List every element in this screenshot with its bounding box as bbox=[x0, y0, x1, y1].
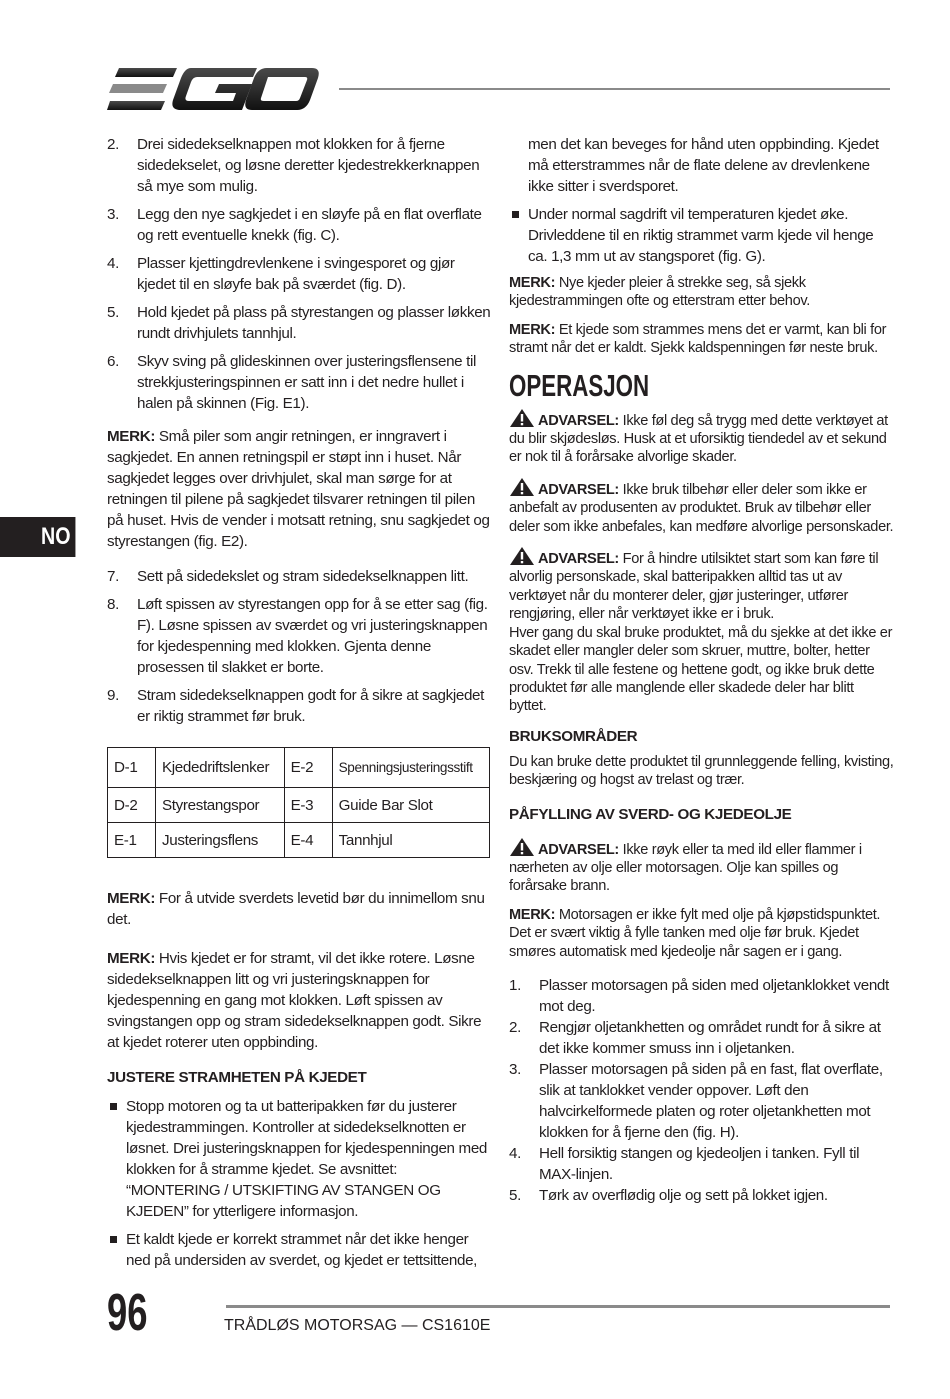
warning-triangle-icon bbox=[509, 837, 535, 857]
section-title-operation: OPERASJON bbox=[509, 367, 650, 403]
warning-triangle-icon bbox=[509, 477, 535, 497]
warning-accessories: ADVARSEL: Ikke bruk tilbehør eller deler som ikke er anbefalt av produsenten av produktet. Bruk av tilbehør eller deler som ikke anbefales, kan medføre alvorlige personskader. bbox=[509, 477, 894, 536]
inspection-text: Hver gang du skal bruke produktet, må du sjekke at det ikke er skadet eller mangler deler som skruer, muttre, bolter, hetter osv. Trekk til alle festene og hettene godt, og ikke bruk dette produktet før alle manglende eller skadede deler har blitt byttet. bbox=[509, 624, 893, 715]
table-row: D-2 Styrestangspor E-3 Guide Bar Slot bbox=[108, 788, 490, 823]
note-bar-life: MERK: For å utvide sverdets levetid bør du innimellom snu det. bbox=[107, 890, 485, 928]
right-column bbox=[509, 134, 894, 1206]
list-item: 3. Plasser motorsagen på siden på en fast, flat overflate, slik at tanklokket vender oppover. Løft den halvcirkelformede platen og roter oljetankhetten mot klokken for å fjerne den (fig. H). bbox=[509, 1060, 883, 1141]
heading-adjust-tension: JUSTERE STRAMHETEN PÅ KJEDET bbox=[107, 1069, 367, 1086]
list-item: Et kaldt kjede er korrekt strammet når det ikke henger ned på undersiden av sverdet, og kjedet er tettsittende, bbox=[107, 1229, 492, 1271]
list-item: 1. Plasser motorsagen på siden med oljetanklokket vendt mot deg. bbox=[509, 976, 889, 1015]
list-item: 4. Hell forsiktig stangen og kjedeoljen i tanken. Fyll til MAX-linjen. bbox=[509, 1144, 860, 1183]
language-tab: NO bbox=[0, 517, 75, 557]
list-item: 2. Rengjør oljetankhetten og området rundt for å sikre at det ikke kommer smuss inn i oljetanken. bbox=[509, 1018, 881, 1057]
heading-oil-filling: PÅFYLLING AV SVERD- OG KJEDEOLJE bbox=[509, 805, 792, 823]
footer-rule bbox=[226, 1305, 890, 1308]
steps-list-b bbox=[107, 566, 492, 727]
heading-applications: BRUKSOMRÅDER bbox=[509, 727, 638, 745]
oil-steps-list bbox=[509, 975, 894, 1206]
list-item: 3. Legg den nye sagkjedet i en sløyfe på en flat overflate og rett eventuelle knekk (fig. C). bbox=[107, 206, 482, 244]
steps-list-a bbox=[107, 134, 492, 414]
list-item: 8. Løft spissen av styrestangen opp for å se etter sag (fig. F). Løsne spissen av sværdet og vri justeringsknappen for kjedespenning med klokken. Gjenta denne prosessen til slakket er borte. bbox=[107, 596, 488, 676]
bullet-icon bbox=[107, 1096, 126, 1222]
list-item: Stopp motoren og ta ut batteripakken før du justerer kjedestrammingen. Kontroller at sidedekselknotten er løsnet. Drei justeringsknappen for kjedespenningen med klokken for å stramme kjedet. Se avsnittet: “MONTERING / UTSKIFTING AV STANGEN OG KJEDEN” for ytterligere informasjon. bbox=[107, 1096, 492, 1222]
parts-table bbox=[107, 747, 490, 858]
list-item: 6. Skyv sving på glideskinnen over justeringsflensene til strekkjusteringspinnen er satt inn i det nedre hullet i halen på skinnen (Fig. E1). bbox=[107, 353, 477, 412]
list-item: 5. Tørk av overflødig olje og sett på lokket igjen. bbox=[509, 1186, 828, 1204]
list-item: 4. Plasser kjettingdrevlenkene i svingesporet og gjør kjedet til en sløyfe bak på sværdet (fig. D). bbox=[107, 255, 455, 293]
warning-complacency: ADVARSEL: Ikke føl deg så trygg med dette verktøyet at du blir skjødesløs. Husk at et uforsiktig tiendedel av et sekund er nok til å forårsake alvorlige skader. bbox=[509, 408, 894, 467]
ego-logo bbox=[107, 66, 319, 112]
continuation-text: men det kan beveges for hånd uten oppbinding. Kjedet må etterstrammes når de flate delene av drevlenkene ikke sitter i sverdsporet. bbox=[528, 136, 879, 195]
warning-triangle-icon bbox=[509, 546, 535, 566]
header-rule bbox=[339, 88, 890, 90]
list-item: 2. Drei sidedekselknappen mot klokken for å fjerne sidedekselet, og løsne deretter kjedestrekkerknappen så mye som mulig. bbox=[107, 136, 480, 195]
note-new-chains: MERK: Nye kjeder pleier å strekke seg, så sjekk kjedestrammingen ofte og etterstram etter behov. bbox=[509, 275, 810, 310]
list-item: Under normal sagdrift vil temperaturen kjedet øke. Drivleddene til en riktig strammet varm kjede vil henge ca. 1,3 mm ut av stangsporet (fig. G). bbox=[509, 204, 894, 267]
bullet-icon bbox=[107, 1229, 126, 1271]
list-item: 7. Sett på sidedekslet og stram sidedekselknappen litt. bbox=[107, 568, 469, 585]
list-item: 5. Hold kjedet på plass på styrestangen og plasser løkken rundt drivhjulets tannhjul. bbox=[107, 304, 491, 342]
note-oil-not-filled: MERK: Motorsagen er ikke fylt med olje på kjøpstidspunktet. Det er svært viktig å fylle tanken med olje før bruk. Kjedet smøres automatisk med kjedeolje når sagen er i gang. bbox=[509, 906, 881, 960]
page-number: 96 bbox=[107, 1284, 148, 1342]
note-too-tight: MERK: Hvis kjedet er for stramt, vil det ikke rotere. Løsne sidedekselknappen litt og vri justeringsknappen for kjedespenning en gang mot klokken. Løft spissen av svingstangen opp og stram sidedekselknappen godt. Sikre at kjedet roterer uten oppbinding. bbox=[107, 950, 482, 1051]
table-row: D-1 Kjededriftslenker E-2 Spenningsjusteringsstift bbox=[108, 748, 490, 788]
list-item: 9. Stram sidedekselknappen godt for å sikre at sagkjedet er riktig strammet før bruk. bbox=[107, 687, 485, 725]
footer-title: TRÅDLØS MOTORSAG — CS1610E bbox=[224, 1317, 491, 1334]
note-direction: MERK: Små piler som angir retningen, er inngravert i sagkjedet. En annen retningspil er støpt inn i huset. Når sagkjedet legges over drivhjulet, skal man sørge for at retningen til pilene på sagkjedet tilsvarer retningen til pilen på huset. Hvis de vender i motsatt retning, snu sagkjedet og styrestangen (fig. E2). bbox=[107, 428, 490, 550]
warning-accidental-start: ADVARSEL: For å hindre utilsiktet start som kan føre til alvorlig personskade, skal batteripakken alltid tas ut av verktøyet når du monterer deler, gjør justeringer, utfører rengjøring, eller når verktøyet ikke er i bruk. bbox=[509, 546, 894, 624]
left-column bbox=[107, 134, 492, 1278]
warning-fire: ADVARSEL: Ikke røyk eller ta med ild eller flammer i nærheten av olje eller motorsagen. Olje kan spilles og forårsake brann. bbox=[509, 837, 894, 896]
bullet-icon bbox=[509, 204, 528, 267]
warning-triangle-icon bbox=[509, 408, 535, 428]
applications-text: Du kan bruke dette produktet til grunnleggende felling, kvisting, beskjæring og hogst av trelast og trær. bbox=[509, 753, 894, 789]
note-warm-chain: MERK: Et kjede som strammes mens det er varmt, kan bli for stramt når det er kaldt. Sjekk kaldspenningen før neste bruk. bbox=[509, 321, 887, 357]
table-row: E-1 Justeringsflens E-4 Tannhjul bbox=[108, 823, 490, 858]
